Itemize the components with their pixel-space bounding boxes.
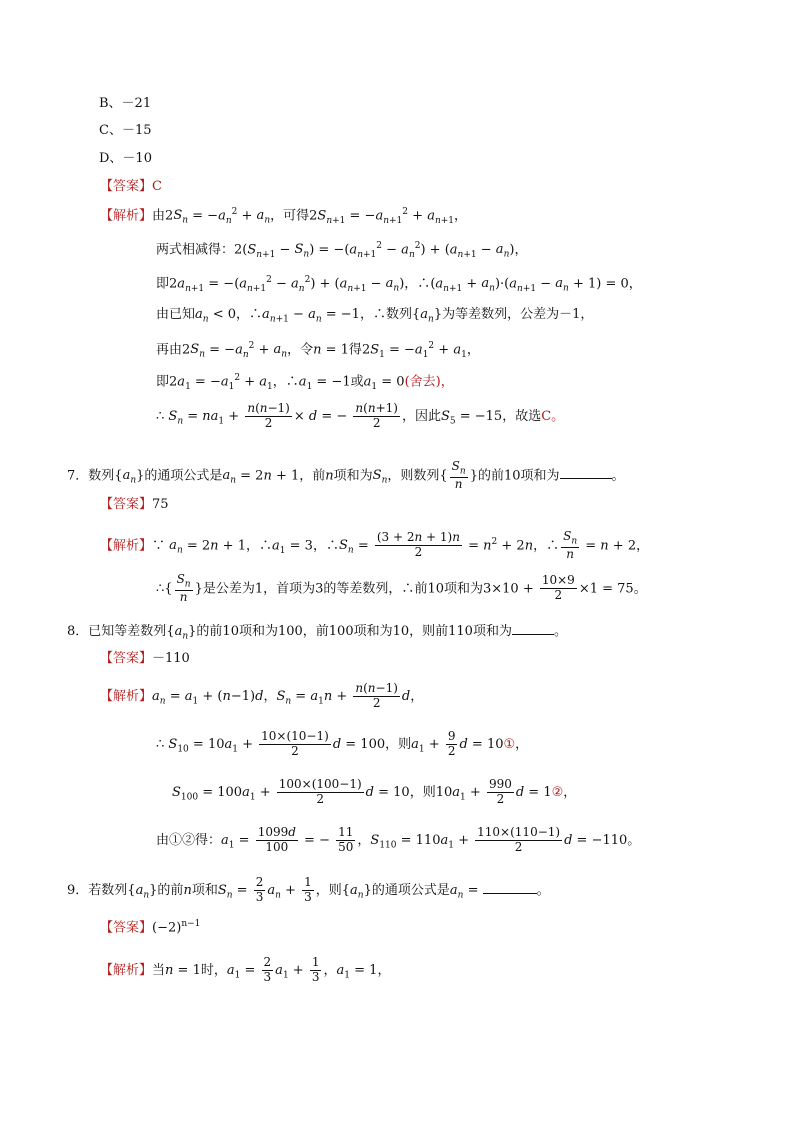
answer-blank[interactable]: [512, 622, 554, 635]
q8-analysis-l1: 【解析】$a_n = a_1 + (n-1)d$，$S_n = a_1n$ + $\frac{n(n-1)}{2}$ d，: [100, 681, 424, 710]
q7-answer-line: 【答案】75: [100, 497, 169, 512]
q6-answer-line: [100, 180, 162, 193]
q7-analysis-l1: 【解析】∵ $a_n = 2n + 1$，$\therefore a_1 = 3$，$\therefore S_n$ = $\frac{(3 + 2n + 1)n}{2}$ = $n^2 + 2n$，∴ $\frac{S_n}{n}$ = n + 2，: [100, 529, 650, 561]
analysis-label: 【解析】: [100, 208, 153, 224]
option-b: B、－21: [99, 96, 152, 111]
q6-analysis-l3: 即$2a_{n+1} = -(a_{n+1}^2 - a_n^2) + (a_{n+1} - a_n)$，$\therefore(a_{n+1} + a_n)\cdot(a_{n+1} - a_n + 1) = 0$，: [156, 275, 642, 294]
q8-answer: －110: [152, 651, 190, 666]
q9-answer-line: 【答案】$(-2)^{n-1}$: [100, 919, 201, 936]
answer-blank[interactable]: [560, 466, 612, 479]
q7-question: 7．数列$\{a_n\}$的通项公式是$a_n = 2n + 1$，前n项和为$S_n$，则数列{ $\frac{S_n}{n}$ }的前10项和为 。: [67, 459, 625, 491]
q6-analysis-l7: ∴ $S_n = na_1$ + $\frac{n(n-1)}{2}$ × d = − $\frac{n(n+1)}{2}$ ，因此$S_5 = -15$，故选C。: [156, 401, 565, 430]
q6-analysis-l4: 由已知$a_n < 0$，$\therefore a_{n+1} - a_n = -1$，∴数列$\{a_n\}$为等差数列，公差为－1，: [156, 307, 594, 325]
option-c: C、－15: [99, 123, 152, 138]
q8-analysis-l2: ∴ $S_{10} = 10a_1$ + $\frac{10\times(10-1)}{2}$ d = 100，则$a_1$ + $\frac{9}{2}$ d = 10①，: [156, 729, 529, 758]
q8-analysis-l4: 由①②得：$a_1$ = $\frac{1099d}{100}$ = − $\frac{11}{50}$ ，$S_{110} = 110a_1$ + $\frac{110\times(110-1)}{2}$ d = −110。: [156, 825, 641, 854]
q9-answer: (−2): [152, 920, 182, 936]
q8-question: 8．已知等差数列$\{a_n\}$的前10项和为100，前100项和为10，则前110项和为 。: [67, 624, 567, 642]
q6-answer: C: [152, 179, 162, 194]
q9-analysis-l1: 【解析】当n = 1时，$a_1$ = $\frac{2}{3}$ $a_1$ + $\frac{1}{3}$ ，$a_1 = 1$，: [100, 955, 391, 984]
q8-analysis-l3: $S_{100} = 100a_1$ + $\frac{100\times(100-1)}{2}$ d = 10，则$10a_1$ + $\frac{990}{2}$ d = 1②，: [172, 777, 577, 806]
answer-label: 【答案】: [100, 179, 153, 194]
q6-analysis-l2: 两式相减得：$2(S_{n+1} - S_n) = -(a_{n+1}^2 - a_n^2) + (a_{n+1} - a_n)$，: [156, 241, 528, 260]
q7-analysis-l2: ∴{ $\frac{S_n}{n}$ }是公差为1，首项为3的等差数列，∴前10项和为3×10 + $\frac{10\times 9}{2}$ ×1 = 75。: [156, 572, 647, 604]
q6-analysis-l5: 再由$2S_n = -a_n^2 + a_n$，令n = 1得$2S_1 = -a_1^2 + a_1$，: [156, 341, 480, 360]
q6-analysis-l6: 即$2a_1 = -a_1^2 + a_1$，$\therefore a_1 = -1$或$a_1 = 0$(舍去)，: [156, 373, 454, 392]
option-d: D、－10: [99, 151, 152, 166]
q6-analysis-l1: 【解析】由$2S_n = -a_n^2 + a_n$，可得$2S_{n+1} = -a_{n+1}^2 + a_{n+1}$，: [100, 207, 468, 226]
q7-answer: 75: [152, 497, 169, 512]
answer-blank[interactable]: [483, 881, 537, 894]
q9-question: 9．若数列$\{a_n\}$的前n项和$S_n$ = $\frac{2}{3}$ $a_n$ + $\frac{1}{3}$ ，则$\{a_n\}$的通项公式是$a_n$ = 。: [67, 875, 550, 904]
q8-answer-line: 【答案】－110: [100, 651, 190, 666]
